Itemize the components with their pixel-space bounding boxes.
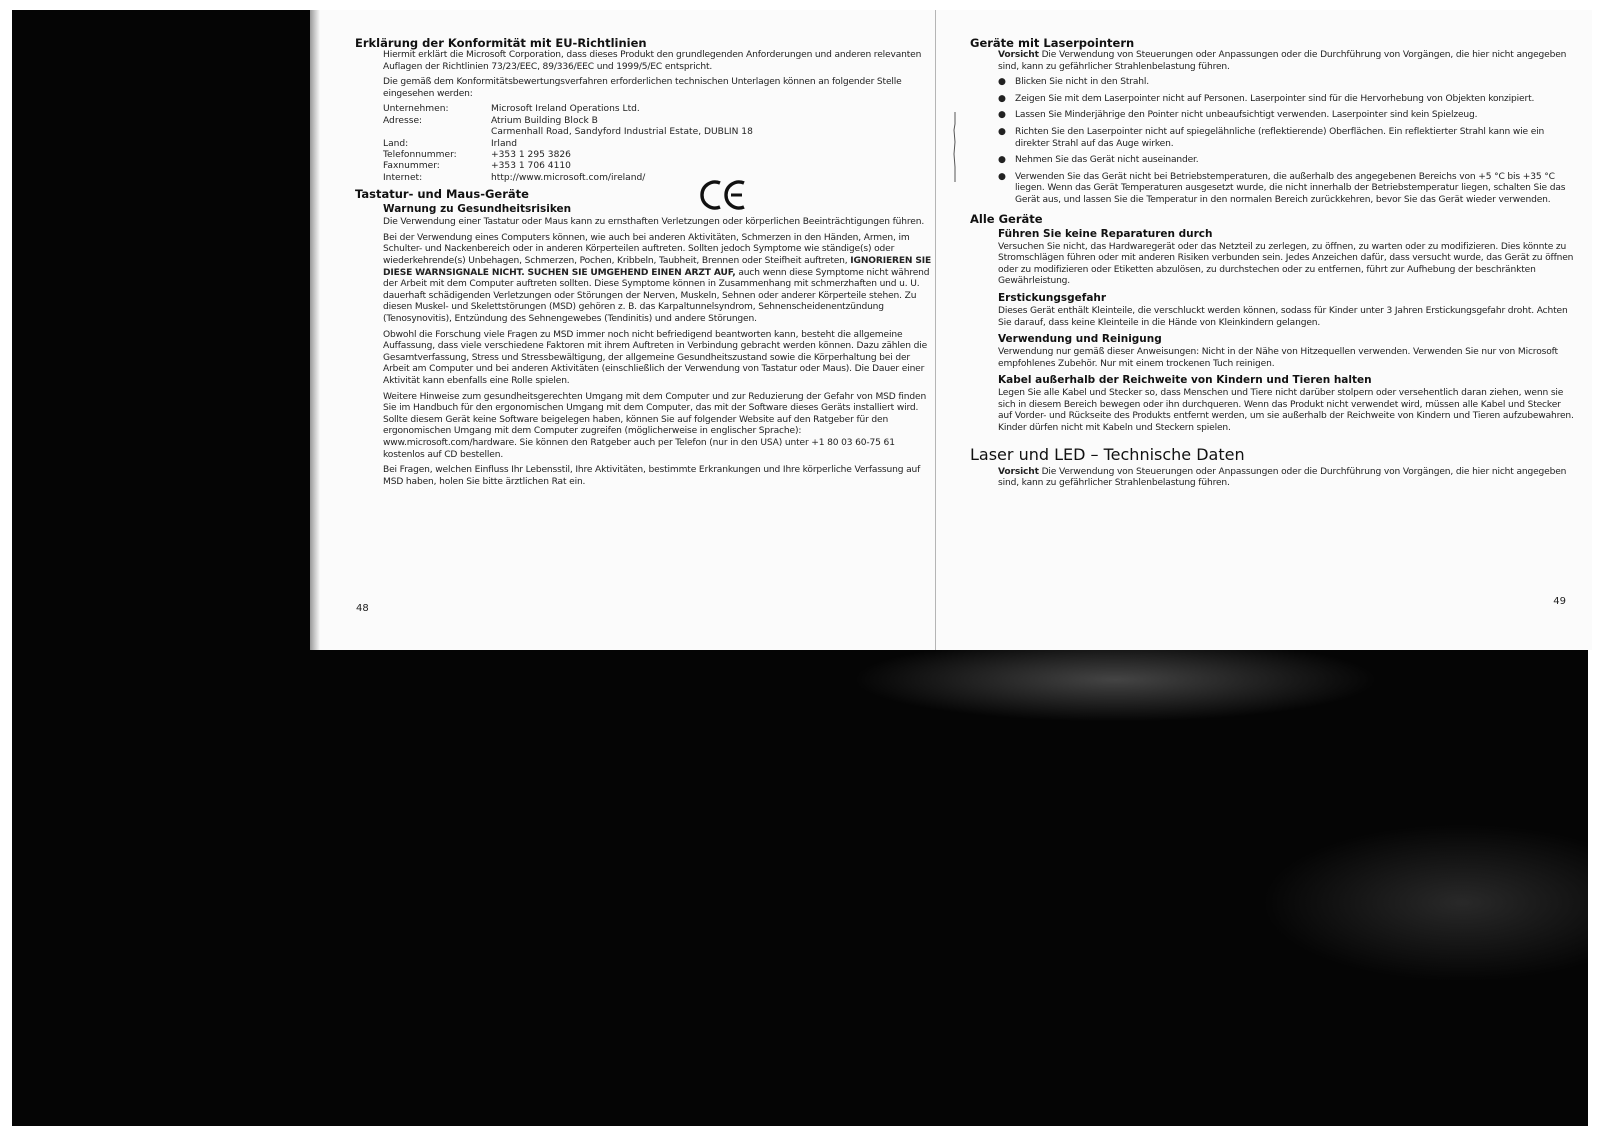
page-divider — [935, 10, 936, 650]
specs-caution — [998, 467, 1574, 490]
laser-bullet-list — [998, 77, 1574, 206]
bullet-icon: ● — [998, 93, 1006, 104]
bullet-text: Zeigen Sie mit dem Laserpointer nicht auf Personen. Laserpointer sind für die Hervorhebung von Objekten konzipiert. — [1015, 93, 1535, 104]
health-para1: Die Verwendung einer Tastatur oder Maus kann zu ernsthaften Verletzungen oder körperlichen Beeinträchtigungen führen. — [383, 217, 925, 228]
choking-hazard-text: Dieses Gerät enthält Kleinteile, die verschluckt werden können, sodass für Kinder unter 3 Jahren Erstickungsgefahr droht. Achten Sie darauf, dass keine Kleinteile in die Hände von Kleinkindern gelangen. — [998, 305, 1568, 328]
keyboard-mouse-heading: Tastatur- und Maus-Geräte — [355, 187, 529, 202]
cables-heading: Kabel außerhalb der Reichweite von Kindern und Tieren halten — [998, 374, 1372, 387]
page-number-right: 49 — [1553, 596, 1566, 607]
use-cleaning-text: Verwendung nur gemäß dieser Anweisungen: Nicht in der Nähe von Hitzequellen verwenden. Verwenden Sie nur von Microsoft empfohlenes Zubehör. Nur mit einem trockenen Tuch reinigen. — [998, 347, 1558, 369]
contact-row-address — [383, 116, 937, 139]
left-page-content — [355, 36, 937, 492]
contact-row-internet — [383, 173, 937, 184]
internet-label: Internet: — [383, 172, 423, 183]
health-para2-part2: auch wenn diese Symptome nicht während der Arbeit mit dem Computer auftreten sollten. Diese Symptome können in Zusammenhang mit schmerzhaften und u. U. dauerhaft schädigenden Verletzungen oder Störungen der Nerven, Muskeln, Sehnen oder anderer Körperteile stehen. Zu diesen Muskel- und Skelettstörungen (MSD) gehören z. B. das Karpaltunnelsyndrom, Sehnenscheidenentzündung (Tenosynovitis), Entzündung des Sehnengewebes (Tendinitis) und andere Störungen. — [383, 267, 930, 324]
list-item — [998, 155, 1574, 167]
bullet-text: Blicken Sie nicht in den Strahl. — [1015, 77, 1150, 88]
all-devices-heading: Alle Geräte — [970, 211, 1043, 226]
health-para4: Weitere Hinweise zum gesundheitsgerechten Umgang mit dem Computer und zur Reduzierung der Gefahr von MSD finden Sie im Handbuch für den ergonomischen Umgang mit dem Computer, das mit der Software dieses Geräts installiert wird. Sollte diesem Gerät keine Software beigelegen haben, können Sie auf folgender Website auf den Ratgeber für den ergonomischen Umgang mit dem Computer zugreifen (möglicherweise in englischer Sprache): www.microsoft.com/hardware. Sie können den Ratgeber auch per Telefon (nur in den USA) unter +1 80 03 60-75 61 kostenlos auf CD bestellen. — [383, 391, 927, 460]
bullet-icon: ● — [998, 110, 1006, 121]
company-label: Unternehmen: — [383, 104, 449, 115]
laser-caution-text: Die Verwendung von Steuerungen oder Anpassungen oder die Durchführung von Vorgängen, die hier nicht angegeben sind, kann zu gefährlicher Strahlenbelastung führen. — [998, 50, 1567, 72]
bullet-icon: ● — [998, 155, 1006, 166]
left-page — [310, 10, 958, 650]
binding-shadow — [310, 10, 320, 650]
fax-label: Faxnummer: — [383, 161, 440, 172]
bullet-icon: ● — [998, 171, 1006, 182]
address-line1: Atrium Building Block B — [491, 115, 598, 126]
health-para2-part1: Bei der Verwendung eines Computers können, wie auch bei anderen Aktivitäten, Schmerzen in den Händen, Armen, im Schulter- und Nackenbereich oder in anderen Körperteilen auftreten. Sollten jedoch Symptome wie ständige(s) oder wiederkehrende(s) Unbehagen, Schmerzen, Pochen, Kribbeln, Taubheit, Brennen oder Steifheit auftreten, — [383, 232, 910, 266]
phone-value: +353 1 295 3826 — [491, 150, 571, 160]
use-cleaning-heading: Verwendung und Reinigung — [998, 333, 1162, 346]
eu-conformity-heading: Erklärung der Konformität mit EU-Richtlinien — [355, 36, 647, 50]
address-line2: Carmenhall Road, Sandyford Industrial Estate, DUBLIN 18 — [491, 127, 753, 138]
address-label: Adresse: — [383, 115, 423, 126]
bullet-text: Richten Sie den Laserpointer nicht auf spiegelähnliche (reflektierende) Oberflächen. Ein reflektierter Strahl kann wie ein direkter Strahl auf das Auge wirken. — [1015, 126, 1545, 149]
list-item — [998, 94, 1574, 106]
bullet-text: Lassen Sie Minderjährige den Pointer nicht unbeaufsichtigt verwenden. Laserpointer sind kein Spielzeug. — [1015, 110, 1478, 121]
list-item — [998, 172, 1574, 207]
contact-row-country — [383, 139, 937, 150]
margin-mark — [953, 112, 957, 182]
no-repairs-text: Versuchen Sie nicht, das Hardwaregerät oder das Netzteil zu zerlegen, zu öffnen, zu warten oder zu modifizieren. Dies könnte zu Stromschlägen führen oder mit anderen Risiken verbunden sein. Jedes Anzeichen dafür, dass versucht wurde, das Gerät zu öffnen oder zu modifizieren oder Etiketten abzulösen, zu durchstechen oder zu entfernen, führt zur Aufhebung der beschränkten Gewährleistung. — [998, 241, 1574, 287]
contact-row-phone — [383, 150, 937, 161]
list-item — [998, 110, 1574, 122]
eu-conformity-para2: Die gemäß dem Konformitätsbewertungsverfahren erforderlichen technischen Unterlagen können an folgender Stelle eingesehen werden: — [383, 77, 902, 99]
health-para2 — [383, 233, 937, 326]
bullet-text: Nehmen Sie das Gerät nicht auseinander. — [1015, 155, 1199, 166]
country-value: Irland — [491, 138, 518, 149]
health-para2-warning: IGNORIEREN SIE DIESE WARNSIGNALE NICHT. SUCHEN SIE UMGEHEND EINEN ARZT AUF, — [383, 256, 932, 278]
bullet-text: Verwenden Sie das Gerät nicht bei Betriebstemperaturen, die außerhalb des angegebenen Bereichs von +5 °C bis +35 °C liegen. Wenn das Gerät Temperaturen ausgesetzt wurde, die nicht innerhalb der Betriebstemperatur liegen, schalten Sie das Gerät aus, und lassen Sie die Temperatur in den normalen Bereich zurückkehren, bevor Sie das Gerät wieder verwenden. — [1015, 171, 1566, 205]
bullet-icon: ● — [998, 77, 1006, 88]
internet-value: http://www.microsoft.com/ireland/ — [491, 172, 646, 183]
laser-led-specs-heading: Laser und LED – Technische Daten — [970, 444, 1245, 464]
page-number-left: 48 — [356, 603, 369, 614]
right-page-content — [970, 36, 1574, 494]
company-value: Microsoft Ireland Operations Ltd. — [491, 104, 640, 115]
contact-row-company — [383, 104, 937, 115]
health-warning-heading: Warnung zu Gesundheitsrisiken — [383, 203, 572, 216]
choking-hazard-heading: Erstickungsgefahr — [998, 291, 1107, 304]
health-para3: Obwohl die Forschung viele Fragen zu MSD immer noch nicht befriedigend beantworten kann, besteht die allgemeine Auffassung, dass viele verschiedene Faktoren mit ihrem Auftreten in Verbindung gebracht werden können. Dazu zählen die Gesamtverfassung, Stress und Stressbewältigung, der allgemeine Gesundheitszustand sowie die Körperhaltung bei der Arbeit am Computer und bei anderen Aktivitäten (einschließlich der Verwendung von Tastatur oder Maus). Die Dauer einer Aktivität kann ebenfalls eine Rolle spielen. — [383, 329, 928, 386]
fax-value: +353 1 706 4110 — [491, 161, 571, 172]
laser-caution — [998, 50, 1574, 73]
bullet-icon: ● — [998, 126, 1006, 137]
specs-caution-label: Vorsicht — [998, 466, 1039, 477]
laser-caution-label: Vorsicht — [998, 50, 1039, 60]
cables-text: Legen Sie alle Kabel und Stecker so, dass Menschen und Tiere nicht darüber stolpern oder versehentlich daran ziehen, wenn sie sich in diesem Bereich bewegen oder ihn durchqueren. Wenn das Produkt nicht verwendet wird, müssen alle Kabel und Stecker auf Vorder- und Rückseite des Produkts entfernt werden, um sie außerhalb der Reichweite von Kindern und Tieren aufzubewahren. Kinder dürfen nicht mit Kabeln und Steckern spielen. — [998, 388, 1574, 434]
phone-label: Telefonnummer: — [383, 150, 457, 160]
list-item — [998, 127, 1574, 150]
list-item — [998, 77, 1574, 89]
specs-caution-text: Die Verwendung von Steuerungen oder Anpassungen oder die Durchführung von Vorgängen, die hier nicht angegeben sind, kann zu gefährlicher Strahlenbelastung führen. — [998, 466, 1567, 489]
ce-mark-icon — [700, 178, 748, 212]
no-repairs-heading: Führen Sie keine Reparaturen durch — [998, 227, 1213, 240]
address-value — [491, 116, 937, 139]
contact-table — [383, 104, 937, 184]
contact-row-fax — [383, 161, 937, 172]
right-page — [958, 10, 1592, 650]
health-para5: Bei Fragen, welchen Einfluss Ihr Lebensstil, Ihre Aktivitäten, bestimmte Erkrankungen und Ihre körperliche Verfassung auf MSD haben, holen Sie bitte ärztlichen Rat ein. — [383, 465, 921, 487]
country-label: Land: — [383, 138, 409, 149]
laser-pointer-heading: Geräte mit Laserpointern — [970, 36, 1135, 50]
eu-conformity-para1: Hiermit erklärt die Microsoft Corporation, dass dieses Produkt den grundlegenden Anforderungen und anderen relevanten Auflagen der Richtlinien 73/23/EEC, 89/336/EEC und 1999/5/EC entspricht. — [383, 50, 922, 72]
